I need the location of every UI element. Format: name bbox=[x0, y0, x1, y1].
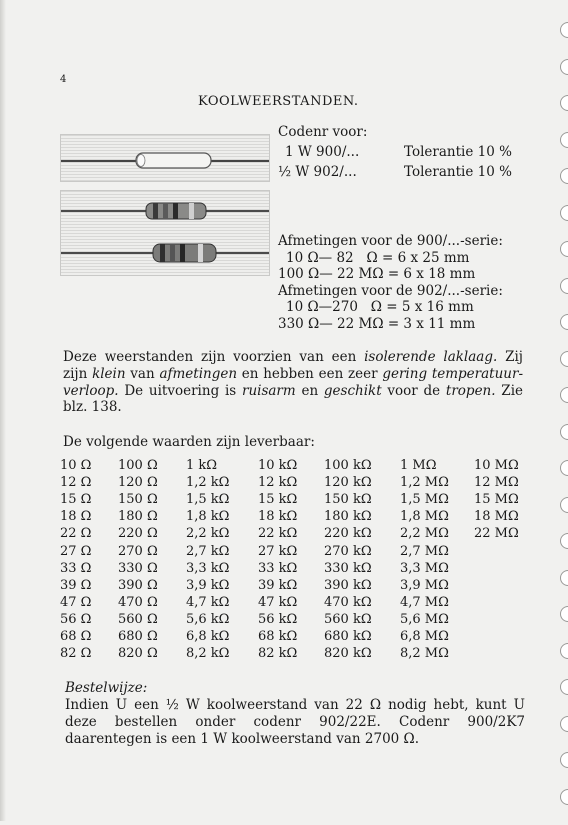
description-emphasis: ruisarm bbox=[241, 382, 296, 399]
table-cell: 1,8 kΩ bbox=[186, 509, 230, 525]
binder-hole-icon bbox=[560, 533, 568, 549]
binder-hole-icon bbox=[560, 132, 568, 148]
codenr-label: Codenr voor: bbox=[278, 124, 368, 140]
table-cell: 3,3 kΩ bbox=[186, 560, 230, 576]
table-cell: 100 Ω bbox=[118, 458, 158, 474]
binder-hole-icon bbox=[560, 205, 568, 221]
table-row bbox=[60, 474, 534, 491]
table-cell: 220 kΩ bbox=[324, 526, 372, 542]
description-emphasis: afmetingen bbox=[159, 365, 238, 382]
page-title: KOOLWEERSTANDEN. bbox=[198, 94, 359, 109]
table-row bbox=[60, 525, 534, 542]
description-emphasis: geschikt bbox=[323, 382, 382, 399]
table-cell: 560 Ω bbox=[118, 611, 158, 627]
binder-hole-icon bbox=[560, 679, 568, 695]
table-cell: 2,2 MΩ bbox=[400, 526, 449, 542]
table-cell: 270 Ω bbox=[118, 543, 158, 559]
binder-hole-icon bbox=[560, 570, 568, 586]
binder-hole-icon bbox=[560, 59, 568, 75]
table-cell: 820 Ω bbox=[118, 646, 158, 662]
table-row bbox=[60, 542, 534, 559]
table-cell bbox=[474, 594, 534, 611]
table-cell: 12 Ω bbox=[60, 475, 92, 491]
binder-hole-icon bbox=[560, 789, 568, 805]
table-cell: 5,6 kΩ bbox=[186, 611, 230, 627]
table-cell bbox=[474, 611, 534, 628]
table-cell: 150 Ω bbox=[118, 492, 158, 508]
description-text: Zij zijn bbox=[63, 349, 523, 382]
description-emphasis: klein bbox=[92, 365, 126, 382]
table-cell: 56 kΩ bbox=[258, 611, 298, 627]
table-cell: 12 MΩ bbox=[474, 475, 519, 491]
table-row bbox=[60, 594, 534, 611]
table-cell: 5,6 MΩ bbox=[400, 611, 449, 627]
table-cell: 390 kΩ bbox=[324, 577, 372, 593]
series-902-label: Afmetingen voor de 902/...-serie: bbox=[278, 282, 503, 299]
table-cell: 39 kΩ bbox=[258, 577, 298, 593]
table-cell: 1,5 kΩ bbox=[186, 492, 230, 508]
description-text: Zie blz. 138. bbox=[63, 382, 523, 416]
ordering-heading: Bestelwijze: bbox=[65, 680, 148, 696]
table-cell: 120 Ω bbox=[118, 475, 158, 491]
table-cell: 2,2 kΩ bbox=[186, 526, 230, 542]
table-cell: 6,8 kΩ bbox=[186, 628, 230, 644]
table-cell: 15 MΩ bbox=[474, 492, 519, 508]
table-cell: 82 Ω bbox=[60, 646, 92, 662]
tolerance-half-w: Tolerantie 10 % bbox=[404, 164, 512, 180]
table-cell: 15 kΩ bbox=[258, 492, 298, 508]
series-902-row: 330 Ω— 22 MΩ = 3 x 11 mm bbox=[278, 315, 476, 332]
table-cell: 68 Ω bbox=[60, 628, 92, 644]
table-row bbox=[60, 457, 534, 474]
table-cell: 4,7 kΩ bbox=[186, 594, 230, 610]
binder-hole-icon bbox=[560, 278, 568, 294]
table-cell: 10 MΩ bbox=[474, 458, 519, 474]
table-row bbox=[60, 508, 534, 525]
binder-hole-icon bbox=[560, 22, 568, 38]
table-cell: 18 kΩ bbox=[258, 509, 298, 525]
table-cell: 33 Ω bbox=[60, 560, 92, 576]
table-cell: 47 kΩ bbox=[258, 594, 298, 610]
table-cell: 18 Ω bbox=[60, 509, 92, 525]
table-cell: 22 Ω bbox=[60, 526, 92, 542]
table-cell bbox=[474, 628, 534, 645]
resistor-1w-photo bbox=[60, 134, 270, 182]
table-cell: 8,2 kΩ bbox=[186, 646, 230, 662]
table-cell: 330 Ω bbox=[118, 560, 158, 576]
table-cell: 47 Ω bbox=[60, 594, 92, 610]
table-cell: 8,2 MΩ bbox=[400, 646, 449, 662]
table-cell: 680 Ω bbox=[118, 628, 158, 644]
table-cell: 1,2 MΩ bbox=[400, 475, 449, 491]
description-emphasis: isolerende laklaag. bbox=[364, 349, 498, 365]
binder-hole-icon bbox=[560, 314, 568, 330]
description-text: De uitvoering is bbox=[118, 382, 242, 399]
dimensions-block bbox=[278, 233, 503, 333]
page-number: 4 bbox=[60, 74, 67, 85]
table-cell: 1,2 kΩ bbox=[186, 475, 230, 491]
description-text: en bbox=[295, 382, 324, 399]
table-row bbox=[60, 577, 534, 594]
description-text: voor de bbox=[381, 382, 446, 399]
table-cell: 10 kΩ bbox=[258, 458, 298, 474]
table-cell: 3,9 MΩ bbox=[400, 577, 449, 593]
table-row bbox=[60, 611, 534, 628]
values-intro: De volgende waarden zijn leverbaar: bbox=[63, 434, 315, 450]
table-cell: 10 Ω bbox=[60, 458, 92, 474]
table-cell: 6,8 MΩ bbox=[400, 628, 449, 644]
series-900-row: 100 Ω— 22 MΩ = 6 x 18 mm bbox=[278, 266, 476, 283]
table-cell: 56 Ω bbox=[60, 611, 92, 627]
table-cell bbox=[474, 560, 534, 577]
binder-hole-icon bbox=[560, 241, 568, 257]
table-row bbox=[60, 628, 534, 645]
description-paragraph bbox=[63, 349, 523, 416]
description-emphasis: tropen. bbox=[445, 382, 496, 399]
table-cell: 180 kΩ bbox=[324, 509, 372, 525]
table-cell: 180 Ω bbox=[118, 509, 158, 525]
table-cell: 100 kΩ bbox=[324, 458, 372, 474]
table-cell: 1 kΩ bbox=[186, 458, 218, 474]
binder-hole-icon bbox=[560, 168, 568, 184]
binder-hole-icon bbox=[560, 752, 568, 768]
table-cell: 12 kΩ bbox=[258, 475, 298, 491]
table-cell: 15 Ω bbox=[60, 492, 92, 508]
binder-hole-icon bbox=[560, 460, 568, 476]
binder-hole-icon bbox=[560, 424, 568, 440]
table-cell: 1,8 MΩ bbox=[400, 509, 449, 525]
table-cell: 27 kΩ bbox=[258, 543, 298, 559]
table-cell: 2,7 kΩ bbox=[186, 543, 230, 559]
table-cell: 2,7 MΩ bbox=[400, 543, 449, 559]
codenr-half-w: ½ W 902/... bbox=[278, 164, 357, 180]
table-cell: 680 kΩ bbox=[324, 628, 372, 644]
table-cell: 1,5 MΩ bbox=[400, 492, 449, 508]
values-table bbox=[60, 457, 534, 662]
table-cell: 4,7 MΩ bbox=[400, 594, 449, 610]
codenr-1w: 1 W 900/... bbox=[285, 144, 360, 160]
table-cell bbox=[474, 542, 534, 559]
table-cell: 560 kΩ bbox=[324, 611, 372, 627]
binder-hole-icon bbox=[560, 351, 568, 367]
table-cell: 3,9 kΩ bbox=[186, 577, 230, 593]
table-cell: 39 Ω bbox=[60, 577, 92, 593]
table-cell: 470 Ω bbox=[118, 594, 158, 610]
series-900-label: Afmetingen voor de 900/...-serie: bbox=[278, 233, 503, 249]
table-row bbox=[60, 560, 534, 577]
description-text: en hebben een zeer bbox=[237, 365, 383, 382]
table-cell: 1 MΩ bbox=[400, 458, 437, 474]
binder-hole-icon bbox=[560, 497, 568, 513]
binder-holes bbox=[560, 22, 568, 825]
table-cell: 150 kΩ bbox=[324, 492, 372, 508]
table-cell: 470 kΩ bbox=[324, 594, 372, 610]
tolerance-1w: Tolerantie 10 % bbox=[404, 144, 512, 160]
table-cell: 68 kΩ bbox=[258, 628, 298, 644]
table-cell: 220 Ω bbox=[118, 526, 158, 542]
table-row bbox=[60, 491, 534, 508]
description-emphasis: gering temperatuur-verloop. bbox=[63, 365, 524, 399]
table-cell: 3,3 MΩ bbox=[400, 560, 449, 576]
table-cell: 820 kΩ bbox=[324, 646, 372, 662]
series-900-row: 10 Ω— 82 Ω = 6 x 25 mm bbox=[286, 249, 470, 266]
table-cell: 22 MΩ bbox=[474, 526, 519, 542]
table-cell bbox=[474, 577, 534, 594]
binder-hole-icon bbox=[560, 95, 568, 111]
table-cell: 270 kΩ bbox=[324, 543, 372, 559]
binder-hole-icon bbox=[560, 643, 568, 659]
binder-hole-icon bbox=[560, 387, 568, 403]
ordering-text: Indien U een ½ W koolweerstand van 22 Ω nodig hebt, kunt U deze bestellen onder codenr 902/22E. Codenr 900/2K7 daarentegen is een 1 W koolweerstand van 2700 Ω. bbox=[65, 697, 525, 747]
table-cell bbox=[474, 645, 534, 662]
series-902-row: 10 Ω—270 Ω = 5 x 16 mm bbox=[286, 299, 474, 316]
table-row bbox=[60, 645, 534, 662]
binder-hole-icon bbox=[560, 606, 568, 622]
table-cell: 390 Ω bbox=[118, 577, 158, 593]
binder-hole-icon bbox=[560, 716, 568, 732]
table-cell: 27 Ω bbox=[60, 543, 92, 559]
table-cell: 330 kΩ bbox=[324, 560, 372, 576]
table-cell: 22 kΩ bbox=[258, 526, 298, 542]
table-cell: 120 kΩ bbox=[324, 475, 372, 491]
table-cell: 18 MΩ bbox=[474, 509, 519, 525]
table-cell: 33 kΩ bbox=[258, 560, 298, 576]
description-text: Deze weerstanden zijn voorzien van een bbox=[63, 349, 365, 365]
resistor-half-w-photo bbox=[60, 190, 270, 276]
description-text: van bbox=[125, 365, 160, 382]
table-cell: 82 kΩ bbox=[258, 646, 298, 662]
